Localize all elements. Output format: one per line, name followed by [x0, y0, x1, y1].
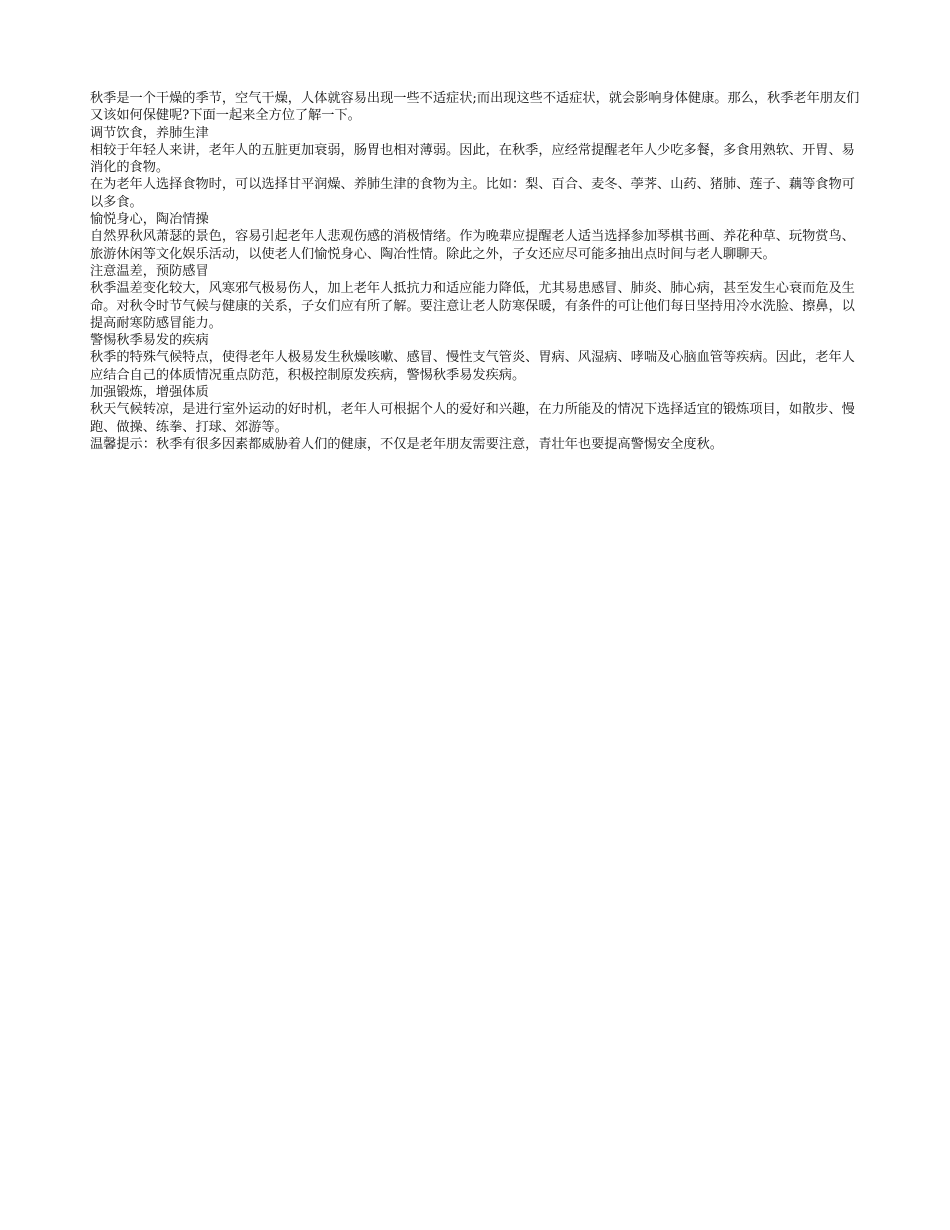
paragraph: 秋季的特殊气候特点，使得老年人极易发生秋燥咳嗽、感冒、慢性支气管炎、胃病、风湿病、哮喘及心脑血管等疾病。因此，老年人应结合自己的体质情况重点防范，积极控制原发疾病，警惕秋季易发疾病。 — [90, 350, 855, 383]
document-body — [90, 90, 860, 453]
section-heading-exercise: 加强锻炼，增强体质 — [90, 385, 209, 401]
paragraph: 自然界秋风萧瑟的景色，容易引起老年人悲观伤感的消极情绪。作为晚辈应提醒老人适当选择参加琴棋书画、养花种草、玩物赏鸟、旅游休闲等文化娱乐活动，以使老人们愉悦身心、陶冶性情。除此之外，子女还应尽可能多抽出点时间与老人聊聊天。 — [90, 229, 855, 262]
paragraph: 秋天气候转凉，是进行室外运动的好时机，老年人可根据个人的爱好和兴趣，在力所能及的情况下选择适宜的锻炼项目，如散步、慢跑、做操、练拳、打球、郊游等。 — [90, 402, 855, 435]
paragraph: 相较于年轻人来讲，老年人的五脏更加衰弱，肠胃也相对薄弱。因此，在秋季，应经常提醒老年人少吃多餐，多食用熟软、开胃、易消化的食物。 — [90, 142, 855, 176]
section-heading-diet: 调节饮食，养肺生津 — [90, 125, 209, 141]
intro-paragraph: 秋季是一个干燥的季节，空气干燥，人体就容易出现一些不适症状;而出现这些不适症状，就会影响身体健康。那么，秋季老年朋友们又该如何保健呢?下面一起来全方位了解一下。 — [90, 91, 860, 124]
section-heading-temperature: 注意温差，预防感冒 — [90, 263, 209, 279]
tip-paragraph: 温馨提示：秋季有很多因素都威胁着人们的健康，不仅是老年朋友需要注意，青壮年也要提高警惕安全度秋。 — [90, 436, 723, 452]
paragraph: 在为老年人选择食物时，可以选择甘平润燥、养肺生津的食物为主。比如：梨、百合、麦冬、荸荠、山药、猪肺、莲子、藕等食物可以多食。 — [90, 177, 855, 210]
paragraph: 秋季温差变化较大，风寒邪气极易伤人，加上老年人抵抗力和适应能力降低，尤其易患感冒、肺炎、肺心病，甚至发生心衰而危及生命。对秋令时节气候与健康的关系，子女们应有所了解。要注意让老人防寒保暖，有条件的可让他们每日坚持用冷水洗脸、擦鼻，以提高耐寒防感冒能力。 — [90, 281, 855, 331]
section-heading-disease: 警惕秋季易发的疾病 — [90, 333, 209, 349]
section-heading-mood: 愉悦身心，陶冶情操 — [90, 212, 209, 228]
